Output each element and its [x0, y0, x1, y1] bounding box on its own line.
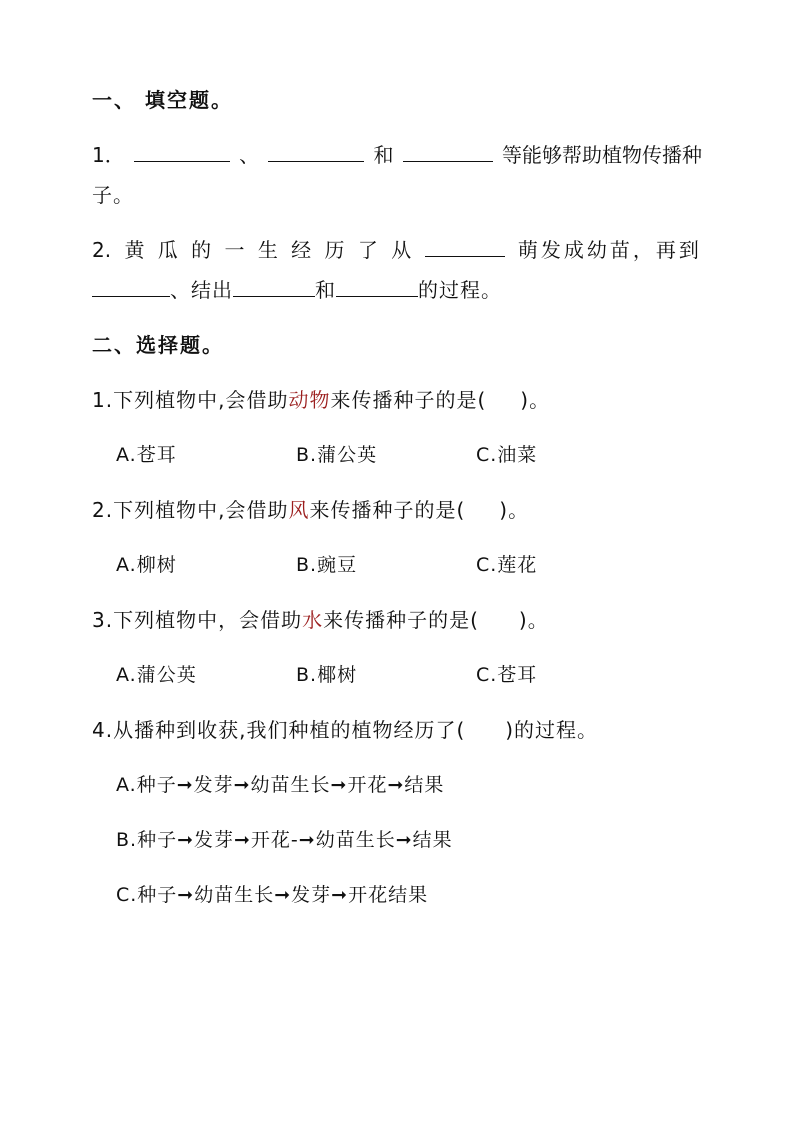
- q1-continuation: 子。: [92, 183, 134, 207]
- section2-title: 二、选择题。: [92, 333, 224, 357]
- q-stem-keyword: 动物: [288, 388, 331, 412]
- q4-option-a[interactable]: A.种子➞发芽➞幼苗生长➞开花➞结果: [116, 774, 445, 796]
- q2-text-after: 萌发成幼苗，再到: [517, 238, 702, 262]
- q2-char: 2.: [92, 238, 112, 262]
- q2-end: 的过程。: [418, 278, 502, 302]
- q2-char: 生: [257, 238, 278, 262]
- option-a[interactable]: A.苍耳: [116, 444, 177, 466]
- q1-sep-2: 和: [373, 143, 394, 167]
- q-stem-suffix: 来传播种子的是(: [323, 608, 479, 632]
- q2-blank-3[interactable]: [233, 276, 315, 297]
- q-stem-prefix: 3.下列植物中，会借助: [92, 608, 303, 632]
- q2-line-2: [92, 276, 502, 304]
- q1-text-after: 等能够帮助植物传播种: [501, 143, 702, 167]
- q2-char: 瓜: [157, 238, 178, 262]
- q2-blank-1[interactable]: [425, 236, 505, 257]
- q4-stem-before: 4.从播种到收获,我们种植的植物经历了(: [92, 718, 466, 742]
- option-a[interactable]: A.柳树: [116, 554, 177, 576]
- q2-blank-2[interactable]: [92, 276, 170, 297]
- choice-question-2: [92, 496, 529, 524]
- q2-blank-4[interactable]: [336, 276, 418, 297]
- q-stem-close: )。: [499, 498, 530, 522]
- choice-question-4: [92, 716, 598, 744]
- q2-char: 经: [291, 238, 312, 262]
- q-stem-close: )。: [518, 608, 549, 632]
- q-stem-keyword: 风: [288, 498, 310, 522]
- choice-question-3: [92, 606, 549, 634]
- q2-char: 一: [224, 238, 245, 262]
- option-b[interactable]: B.椰树: [296, 664, 358, 686]
- q2-char: 历: [324, 238, 345, 262]
- option-b[interactable]: B.豌豆: [296, 554, 358, 576]
- choice-question-1: [92, 386, 550, 414]
- q2-sep-1: 、结出: [170, 278, 233, 302]
- q-stem-suffix: 来传播种子的是(: [330, 388, 487, 412]
- q4-option-b[interactable]: B.种子➞发芽➞开花-➞幼苗生长➞结果: [116, 829, 453, 851]
- q-stem-keyword: 水: [302, 608, 324, 632]
- fill-question-1: [92, 141, 702, 169]
- q-stem-close: )。: [520, 388, 551, 412]
- q1-number: 1．: [92, 143, 125, 167]
- option-c[interactable]: C.莲花: [476, 554, 538, 576]
- option-c[interactable]: C.油菜: [476, 444, 538, 466]
- q-stem-suffix: 来传播种子的是(: [309, 498, 466, 522]
- q-stem-prefix: 1.下列植物中,会借助: [92, 388, 289, 412]
- q2-char: 的: [191, 238, 212, 262]
- option-b[interactable]: B.蒲公英: [296, 444, 378, 466]
- q2-char: 了: [357, 238, 378, 262]
- option-a[interactable]: A.蒲公英: [116, 664, 197, 686]
- q4-stem-after: )的过程。: [505, 718, 599, 742]
- q2-char: 从: [391, 238, 412, 262]
- q2-sep-2: 和: [315, 278, 336, 302]
- q1-blank-3[interactable]: [403, 141, 493, 162]
- fill-question-2: [92, 236, 702, 264]
- q4-option-c[interactable]: C.种子➞幼苗生长➞发芽➞开花结果: [116, 884, 429, 906]
- q1-blank-1[interactable]: [134, 141, 230, 162]
- q2-char: 黄: [124, 238, 145, 262]
- option-c[interactable]: C.苍耳: [476, 664, 538, 686]
- q-stem-prefix: 2.下列植物中,会借助: [92, 498, 289, 522]
- section1-title: 一、 填空题。: [92, 88, 233, 112]
- q1-sep-1: 、: [239, 143, 260, 167]
- q1-blank-2[interactable]: [268, 141, 364, 162]
